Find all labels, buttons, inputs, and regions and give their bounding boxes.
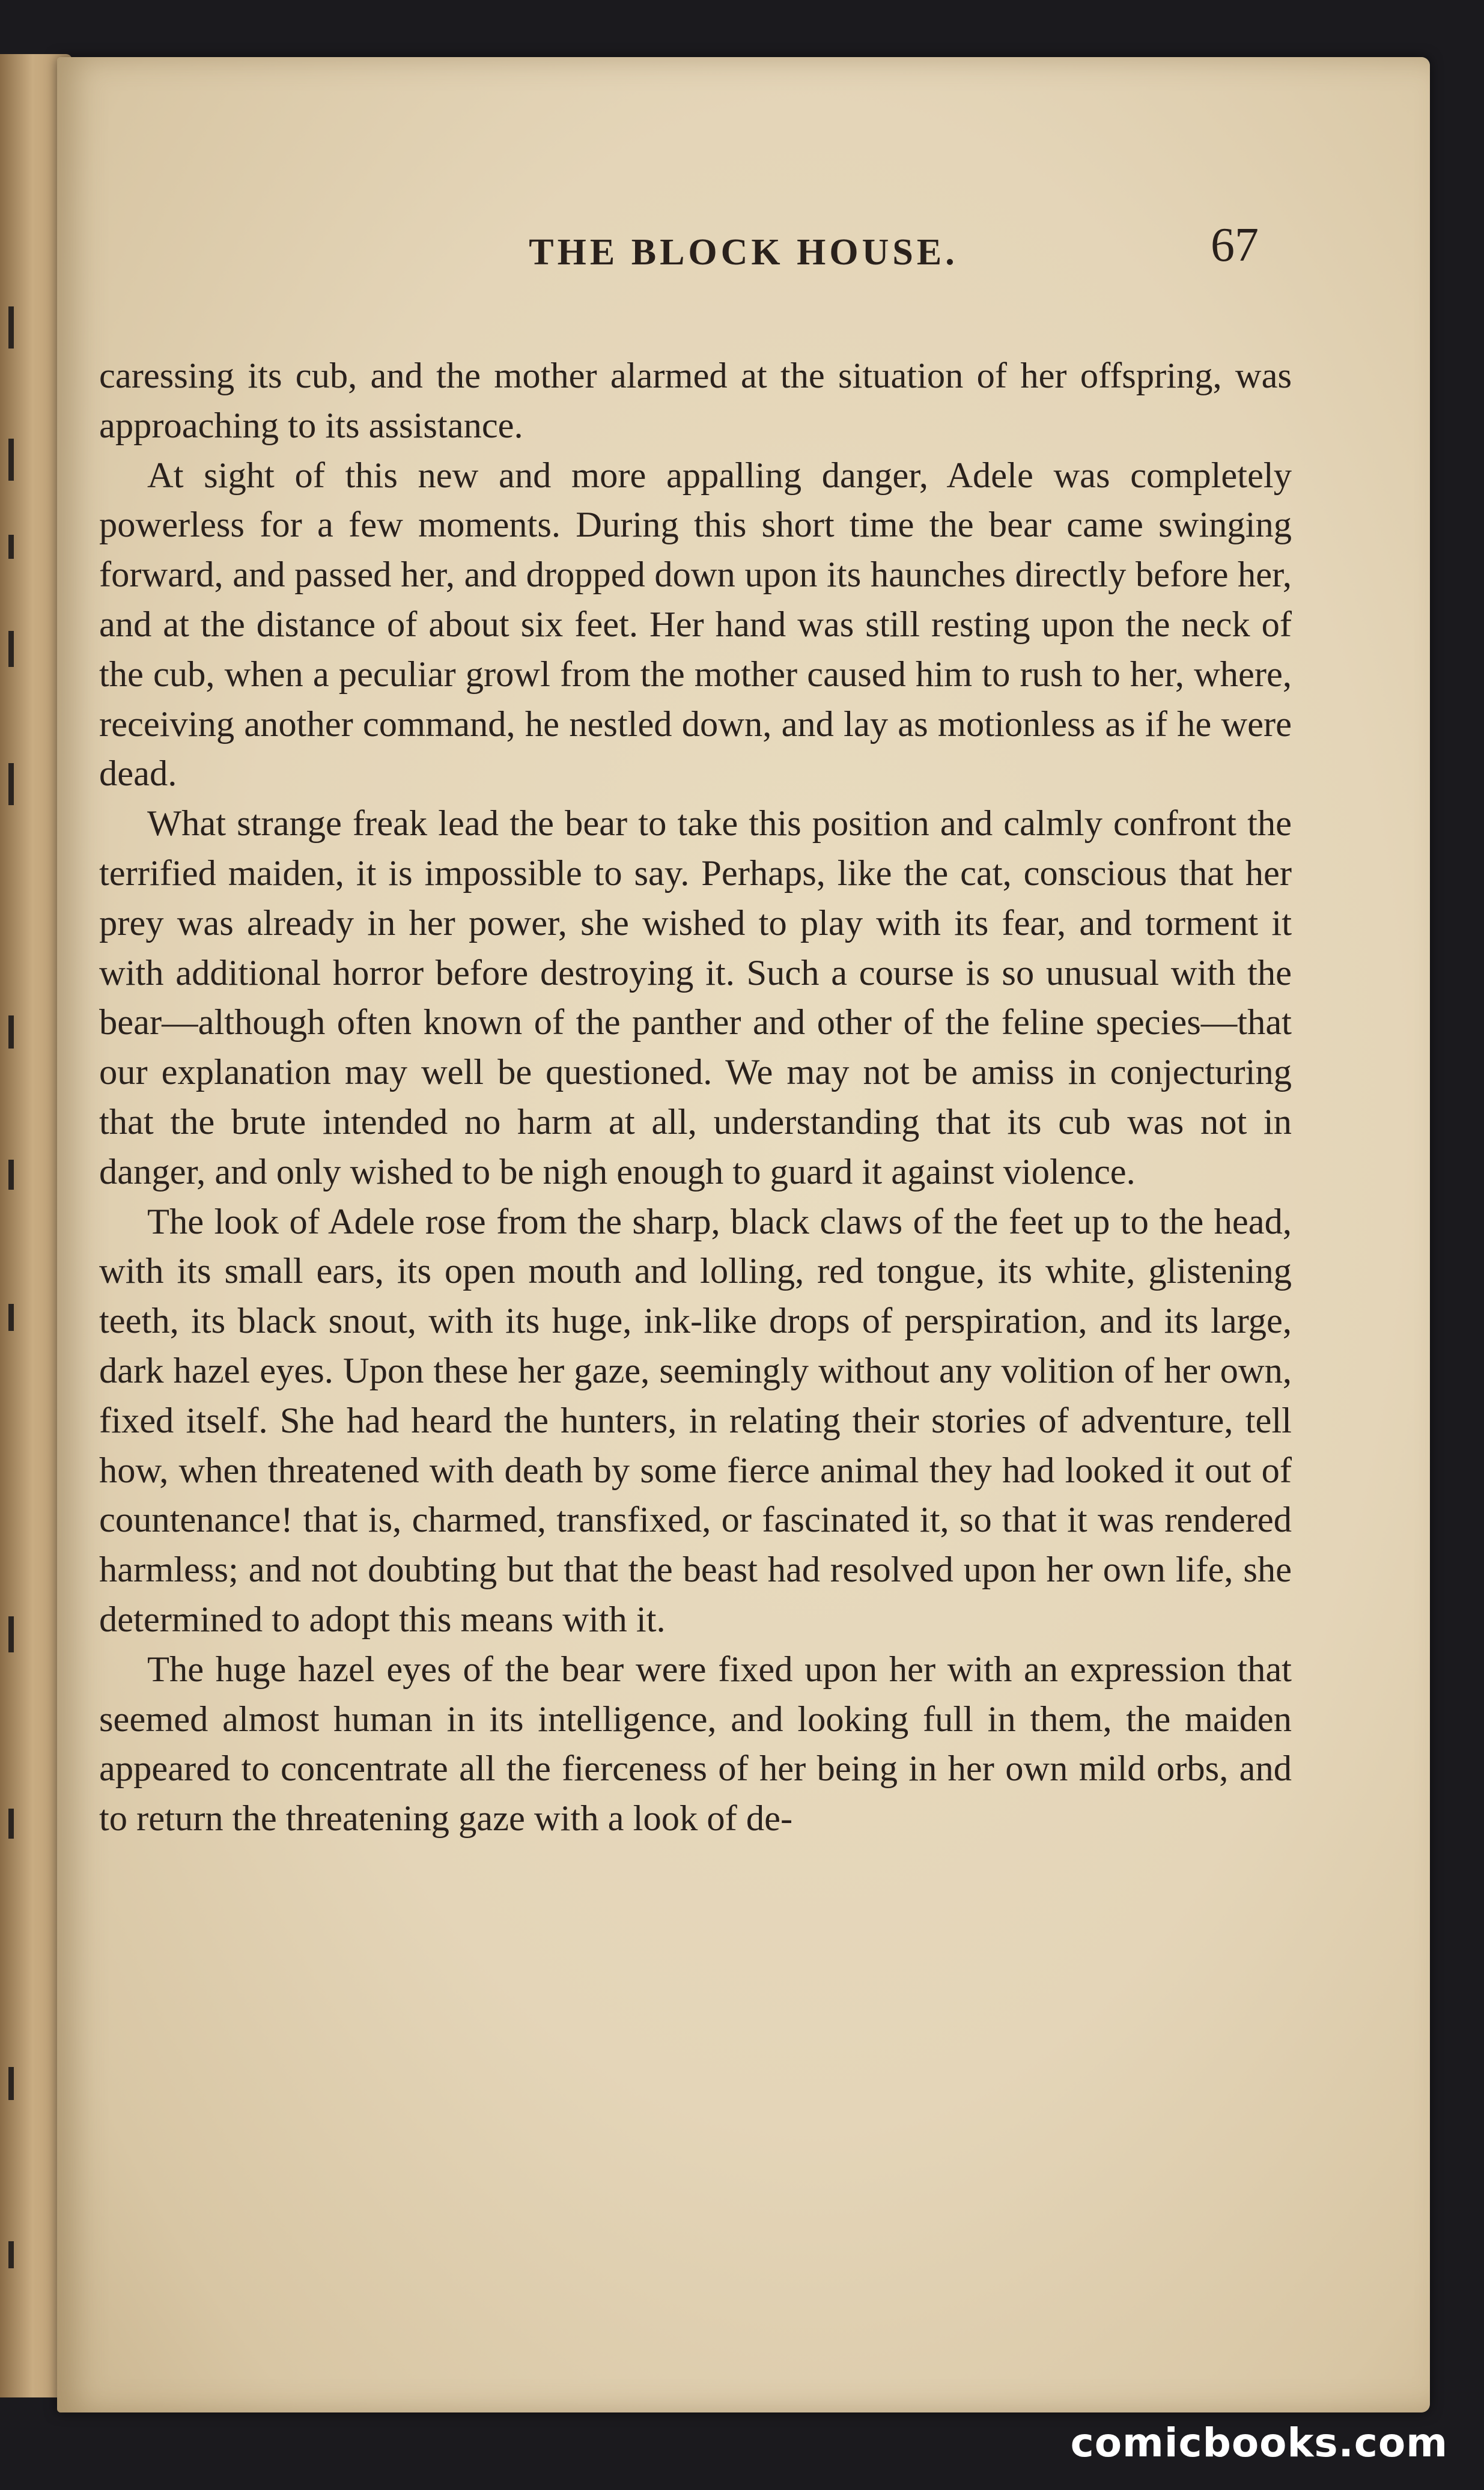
- paragraph: The look of Adele rose from the sharp, black claws of the feet up to the head, with its small ears, its open mouth and lolling, red tongue, its white, glistening teeth, its black snout, with its huge, ink-like drops of perspiration, and its large, dark hazel eyes. Upon these her gaze, seemingly without any volition of her own, fixed itself. She had heard the hunters, in relating their stories of adventure, tell how, when threatened with death by some fierce animal they had looked it out of countenance! that is, charmed, transfixed, or fascinated it, so that it was rendered harmless; and not doubting but that the beast had resolved upon her own life, she determined to adopt this means with it.: [99, 1201, 1292, 1640]
- paragraph: At sight of this new and more appalling danger, Adele was completely powerless for a few moments. During this short time the bear came swinging forward, and passed her, and dropped down upon its haunches directly before her, and at the distance of about six feet. Her hand was still resting upon the neck of the cub, when a peculiar growl from the mother caused him to rush to her, where, receiving another command, he nestled down, and lay as motionless as if he were dead.: [99, 455, 1292, 794]
- page-number: 67: [1211, 219, 1259, 272]
- site-watermark: comicbooks.com: [1070, 2420, 1448, 2466]
- book-page: [57, 57, 1430, 2412]
- running-head: THE BLOCK HOUSE.: [529, 232, 958, 273]
- paragraph: The huge hazel eyes of the bear were fixed upon her with an expression that seemed almost human in its intelligence, and looking full in them, the maiden appeared to concentrate all the fierceness of her being in her own mild orbs, and to return the threatening gaze with a look of de-: [99, 1649, 1292, 1839]
- body-text: [99, 352, 1292, 1844]
- paragraph: caressing its cub, and the mother alarmed at the situation of her offspring, was approaching to its assistance.: [99, 356, 1292, 446]
- paragraph: What strange freak lead the bear to take this position and calmly confront the terrified maiden, it is impossible to say. Perhaps, like the cat, conscious that her prey was already in her power, she wished to play with its fear, and torment it with additional horror before destroying it. Such a course is so unusual with the bear—although often known of the panther and other of the feline species—that our explanation may well be questioned. We may not be amiss in conjecturing that the brute intended no harm at all, understanding that its cub was not in danger, and only wished to be nigh enough to guard it against violence.: [99, 803, 1292, 1192]
